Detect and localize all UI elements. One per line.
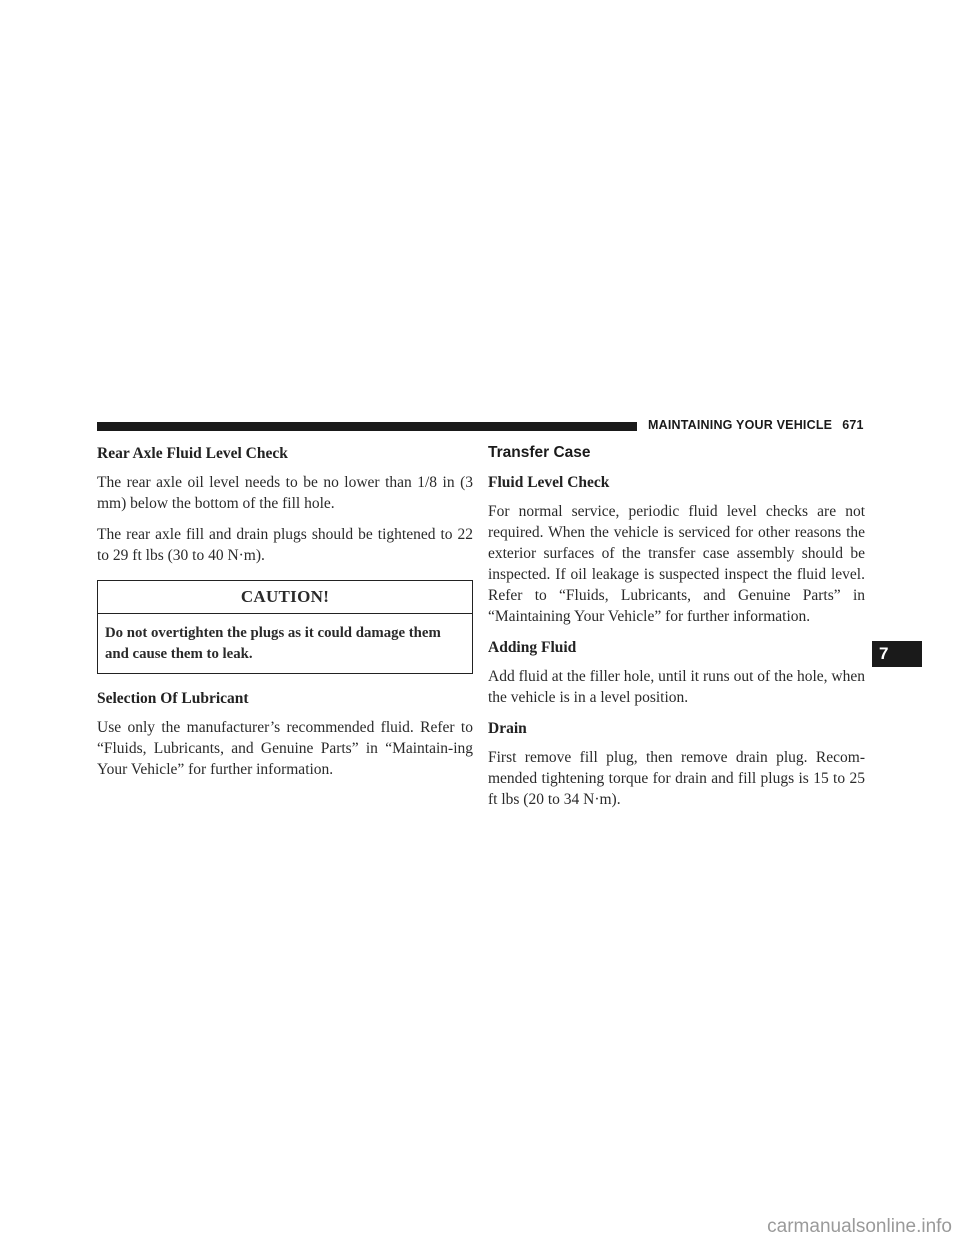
caution-text: Do not overtighten the plugs as it could damage them and cause them to leak.: [105, 625, 441, 662]
watermark: carmanualsonline.info: [767, 1216, 952, 1237]
page-number: 671: [842, 418, 864, 432]
header-rule: [97, 422, 637, 431]
section-title: MAINTAINING YOUR VEHICLE: [648, 418, 833, 432]
adding-fluid-heading: Adding Fluid: [488, 639, 577, 656]
right-column: [488, 440, 865, 820]
lubricant-paragraph: Use only the manufacturer’s recommended fluid. Refer to “Fluids, Lubricants, and Genuine Parts” in “Maintain-ing Your Vehicle” for further information.: [97, 719, 473, 778]
caution-box: [97, 580, 473, 674]
adding-fluid-paragraph: Add fluid at the filler hole, until it runs out of the hole, when the vehicle is in a level position.: [488, 668, 865, 706]
rear-axle-paragraph-2: The rear axle fill and drain plugs should be tightened to 22 to 29 ft lbs (30 to 40 N·m).: [97, 526, 473, 564]
rear-axle-heading: Rear Axle Fluid Level Check: [97, 445, 288, 462]
fluid-level-heading: Fluid Level Check: [488, 474, 610, 491]
rear-axle-paragraph-1: The rear axle oil level needs to be no lower than 1/8 in (3 mm) below the bottom of the fill hole.: [97, 474, 473, 512]
drain-heading: Drain: [488, 720, 527, 737]
fluid-level-paragraph: For normal service, periodic fluid level checks are not required. When the vehicle is serviced for other reasons the exterior surfaces of the transfer case assembly should be inspected. If oil leakage is suspected inspect the fluid level. Refer to “Fluids, Lubricants, and Genuine Parts” in “Maintaining Your Vehicle” for further information.: [488, 503, 865, 625]
lubricant-heading: Selection Of Lubricant: [97, 690, 249, 707]
drain-paragraph: First remove fill plug, then remove drain plug. Recom-mended tightening torque for drain and fill plugs is 15 to 25 ft lbs (20 to 34 N·m).: [488, 749, 865, 808]
running-header: [648, 418, 864, 432]
chapter-tab: 7: [872, 641, 922, 667]
left-column: [97, 440, 473, 790]
caution-title: CAUTION!: [98, 581, 472, 614]
transfer-case-heading: Transfer Case: [488, 444, 591, 461]
